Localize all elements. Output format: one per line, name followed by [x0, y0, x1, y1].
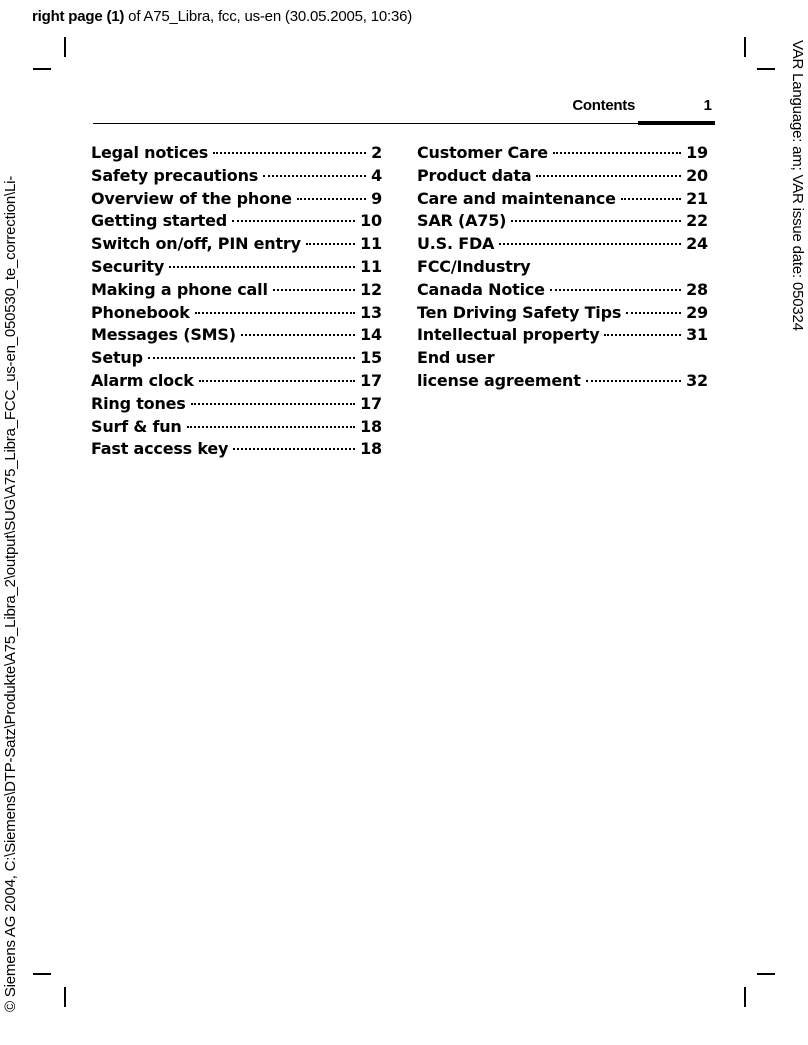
toc-entry[interactable]	[91, 211, 382, 234]
toc-entry-title: Surf & fun	[91, 416, 182, 436]
header-rule-accent	[638, 121, 715, 125]
toc-dot-leader	[297, 198, 366, 200]
toc-entry-title: Ring tones	[91, 393, 186, 413]
toc-entry[interactable]	[91, 439, 382, 462]
crop-mark-top-right-vertical	[744, 37, 746, 57]
print-job-details: of A75_Libra, fcc, us-en (30.05.2005, 10:36)	[124, 8, 413, 25]
toc-dot-leader	[199, 380, 355, 382]
toc-entry[interactable]	[91, 166, 382, 189]
toc-entry-title: SAR (A75)	[417, 211, 507, 231]
toc-entry[interactable]	[417, 371, 708, 394]
toc-entry[interactable]	[91, 325, 382, 348]
toc-entry-title: Making a phone call	[91, 279, 268, 299]
toc-entry[interactable]	[417, 280, 708, 303]
toc-entry-title: Legal notices	[91, 143, 209, 162]
running-head-title: Contents	[572, 97, 635, 114]
toc-entry[interactable]	[417, 257, 708, 280]
toc-dot-leader	[550, 289, 681, 291]
toc-entry-title: Canada Notice	[417, 279, 545, 299]
toc-entry[interactable]	[91, 189, 382, 212]
toc-entry-title: license agreement	[417, 370, 581, 390]
toc-entry-title: U.S. FDA	[417, 234, 495, 254]
toc-entry-page: 19	[686, 143, 708, 162]
crop-mark-top-right-horizontal	[757, 68, 775, 70]
crop-mark-top-left-vertical	[64, 37, 66, 57]
toc-entry-page: 21	[686, 188, 708, 208]
toc-dot-leader	[621, 198, 681, 200]
toc-entry[interactable]	[91, 234, 382, 257]
toc-entry-title: Overview of the phone	[91, 188, 292, 208]
toc-entry-title: FCC/Industry	[417, 256, 531, 276]
toc-dot-leader	[626, 312, 681, 314]
toc-dot-leader	[213, 152, 366, 154]
toc-entry-page: 17	[360, 370, 382, 390]
toc-entry-page: 17	[360, 393, 382, 413]
header-rule	[93, 123, 638, 124]
toc-dot-leader	[511, 220, 681, 222]
toc-dot-leader	[195, 312, 355, 314]
toc-entry[interactable]	[417, 303, 708, 326]
toc-column-right	[417, 143, 708, 394]
toc-entry-title: Safety precautions	[91, 165, 259, 185]
toc-entry[interactable]	[417, 211, 708, 234]
toc-entry-page: 20	[686, 165, 708, 185]
toc-entry-page: 11	[360, 256, 382, 276]
toc-entry[interactable]	[91, 394, 382, 417]
toc-entry-title: Alarm clock	[91, 370, 194, 390]
toc-entry[interactable]	[417, 189, 708, 212]
toc-entry-title: Product data	[417, 165, 532, 185]
toc-entry-title: Care and maintenance	[417, 188, 616, 208]
toc-entry-page: 18	[360, 416, 382, 436]
page-number: 1	[703, 97, 712, 114]
toc-dot-leader	[499, 243, 681, 245]
toc-entry[interactable]	[417, 166, 708, 189]
toc-entry-title: Ten Driving Safety Tips	[417, 302, 622, 322]
toc-entry[interactable]	[91, 257, 382, 280]
toc-column-left	[91, 143, 382, 462]
toc-dot-leader	[586, 380, 681, 382]
toc-entry-page: 15	[360, 348, 382, 368]
toc-entry-title: Messages (SMS)	[91, 325, 236, 345]
toc-dot-leader	[536, 175, 681, 177]
toc-dot-leader	[604, 334, 681, 336]
toc-entry-page: 18	[360, 439, 382, 459]
toc-dot-leader	[273, 289, 355, 291]
toc-dot-leader	[263, 175, 366, 177]
toc-entry-title: Intellectual property	[417, 325, 600, 345]
toc-entry[interactable]	[91, 303, 382, 326]
toc-entry-title: Customer Care	[417, 143, 548, 162]
copyright-path-slug: © Siemens AG 2004, C:\Siemens\DTP-Satz\Produkte\A75_Libra_2\output\SUG\A75_Libra_FCC_us-en_050530_te_correction\Li-	[2, 175, 19, 1012]
crop-mark-bottom-left-horizontal	[33, 973, 51, 975]
toc-dot-leader	[148, 357, 355, 359]
toc-dot-leader	[306, 243, 355, 245]
toc-entry-title: Setup	[91, 348, 143, 368]
toc-entry-page: 9	[371, 188, 382, 208]
toc-entry[interactable]	[417, 325, 708, 348]
toc-entry-page: 24	[686, 234, 708, 254]
toc-entry-page: 22	[686, 211, 708, 231]
toc-dot-leader	[191, 403, 355, 405]
toc-entry-title: Getting started	[91, 211, 227, 231]
toc-dot-leader	[553, 152, 681, 154]
toc-entry-page: 28	[686, 279, 708, 299]
print-job-header	[32, 8, 412, 25]
toc-entry[interactable]	[417, 348, 708, 371]
toc-entry-page: 12	[360, 279, 382, 299]
toc-entry-page: 14	[360, 325, 382, 345]
toc-entry-title: End user	[417, 348, 495, 368]
toc-entry[interactable]	[417, 234, 708, 257]
crop-mark-bottom-right-vertical	[744, 987, 746, 1007]
toc-entry[interactable]	[91, 348, 382, 371]
var-language-slug: VAR Language: am; VAR issue date: 050324	[789, 40, 806, 331]
toc-entry[interactable]	[91, 417, 382, 440]
toc-entry-title: Fast access key	[91, 439, 229, 459]
crop-mark-bottom-left-vertical	[64, 987, 66, 1007]
crop-mark-bottom-right-horizontal	[757, 973, 775, 975]
toc-dot-leader	[233, 448, 355, 450]
toc-entry-page: 10	[360, 211, 382, 231]
toc-entry-title: Phonebook	[91, 302, 190, 322]
crop-mark-top-left-horizontal	[33, 68, 51, 70]
toc-entry-page: 4	[371, 165, 382, 185]
toc-dot-leader	[241, 334, 355, 336]
toc-entry-title: Switch on/off, PIN entry	[91, 234, 301, 254]
toc-entry[interactable]	[91, 143, 382, 166]
toc-entry-page: 13	[360, 302, 382, 322]
toc-entry-page: 11	[360, 234, 382, 254]
print-job-page-label: right page (1)	[32, 8, 125, 25]
toc-entry[interactable]	[91, 371, 382, 394]
toc-dot-leader	[169, 266, 355, 268]
toc-entry-title: Security	[91, 256, 165, 276]
toc-entry-page: 32	[686, 370, 708, 390]
toc-entry[interactable]	[91, 280, 382, 303]
toc-dot-leader	[187, 426, 356, 428]
toc-entry[interactable]	[417, 143, 708, 166]
toc-entry-page: 2	[371, 143, 382, 162]
toc-entry-page: 29	[686, 302, 708, 322]
toc-entry-page: 31	[686, 325, 708, 345]
toc-dot-leader	[232, 220, 355, 222]
